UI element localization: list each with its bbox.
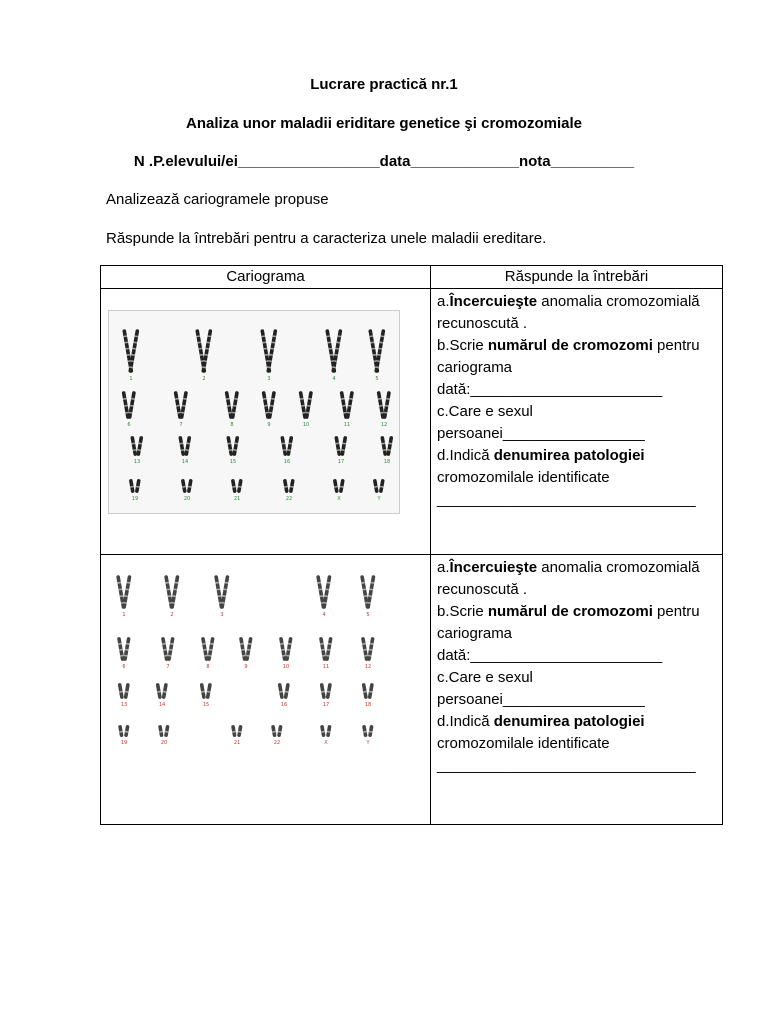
svg-text:10: 10 <box>302 422 310 428</box>
question-b-line2: cariograma <box>437 625 513 642</box>
svg-text:10: 10 <box>282 664 290 670</box>
svg-text:14: 14 <box>158 702 166 708</box>
page-title: Lucrare practică nr.1 <box>310 76 458 93</box>
column-header-karyogram: Cariograma <box>101 266 431 289</box>
svg-text:19: 19 <box>131 496 139 502</box>
svg-text:8: 8 <box>230 422 234 428</box>
svg-text:6: 6 <box>122 664 126 670</box>
question-d: d.Indică denumirea patologiei <box>437 447 645 464</box>
question-b: b.Scrie numărul de cromozomi pentru <box>437 337 700 354</box>
svg-text:4: 4 <box>332 376 336 382</box>
answer-blank-b[interactable]: dată:_______________________ <box>437 381 663 398</box>
question-b-line2: cariograma <box>437 359 513 376</box>
svg-text:2: 2 <box>202 376 206 382</box>
svg-text:11: 11 <box>322 664 330 670</box>
page-subtitle: Analiza unor maladii eriditare genetice şi cromozomiale <box>186 115 582 132</box>
svg-text:16: 16 <box>280 702 288 708</box>
svg-text:2: 2 <box>170 612 174 618</box>
svg-text:11: 11 <box>343 422 351 428</box>
question-b: b.Scrie numărul de cromozomi pentru <box>437 603 700 620</box>
svg-text:20: 20 <box>160 740 168 746</box>
svg-text:Y: Y <box>366 740 370 746</box>
question-c: c.Care e sexul <box>437 669 533 686</box>
column-header-answers: Răspunde la întrebări <box>431 266 723 289</box>
svg-text:1: 1 <box>129 376 133 382</box>
question-c: c.Care e sexul <box>437 403 533 420</box>
svg-text:9: 9 <box>244 664 248 670</box>
svg-text:17: 17 <box>337 459 345 465</box>
svg-text:5: 5 <box>366 612 370 618</box>
svg-text:17: 17 <box>322 702 330 708</box>
questions-cell-2 <box>431 555 723 825</box>
svg-text:13: 13 <box>120 702 128 708</box>
question-a-line2: recunoscută . <box>437 315 528 332</box>
answer-blank-b[interactable]: dată:_______________________ <box>437 647 663 664</box>
svg-text:16: 16 <box>283 459 291 465</box>
karyogram-image-2 <box>112 567 394 777</box>
karyogram-table <box>100 265 723 825</box>
question-a: a.Încercuieşte anomalia cromozomială <box>437 559 700 576</box>
answer-blank-c[interactable]: persoanei_________________ <box>437 691 645 708</box>
svg-text:3: 3 <box>267 376 271 382</box>
svg-text:20: 20 <box>183 496 191 502</box>
svg-text:18: 18 <box>383 459 391 465</box>
svg-text:4: 4 <box>322 612 326 618</box>
svg-text:X: X <box>337 496 341 502</box>
svg-text:9: 9 <box>267 422 271 428</box>
karyogram-image-1 <box>108 310 400 514</box>
svg-text:12: 12 <box>380 422 388 428</box>
answer-blank-d[interactable]: _______________________________ <box>437 757 696 774</box>
svg-text:8: 8 <box>206 664 210 670</box>
svg-text:22: 22 <box>273 740 281 746</box>
student-info-line: N .P.elevului/ei_________________data_____________nota__________ <box>133 153 635 170</box>
svg-text:12: 12 <box>364 664 372 670</box>
question-d-line2: cromozomilale identificate <box>437 735 610 752</box>
karyogram-cell-1 <box>101 289 431 555</box>
svg-text:13: 13 <box>133 459 141 465</box>
answer-blank-c[interactable]: persoanei_________________ <box>437 425 645 442</box>
svg-text:X: X <box>324 740 328 746</box>
question-d-line2: cromozomilale identificate <box>437 469 610 486</box>
svg-text:3: 3 <box>220 612 224 618</box>
svg-text:18: 18 <box>364 702 372 708</box>
instruction-answer: Răspunde la întrebări pentru a caracteriza unele maladii ereditare. <box>106 230 547 247</box>
question-a-line2: recunoscută . <box>437 581 528 598</box>
question-d: d.Indică denumirea patologiei <box>437 713 645 730</box>
svg-text:5: 5 <box>375 376 379 382</box>
instruction-analyze: Analizează cariogramele propuse <box>106 191 329 208</box>
svg-text:1: 1 <box>122 612 126 618</box>
questions-cell-1 <box>431 289 723 555</box>
svg-text:6: 6 <box>127 422 131 428</box>
svg-text:19: 19 <box>120 740 128 746</box>
question-a: a.Încercuieşte anomalia cromozomială <box>437 293 700 310</box>
svg-text:21: 21 <box>233 496 241 502</box>
svg-text:Y: Y <box>377 496 381 502</box>
answer-blank-d[interactable]: _______________________________ <box>437 491 696 508</box>
svg-text:22: 22 <box>285 496 293 502</box>
svg-text:7: 7 <box>166 664 170 670</box>
svg-text:15: 15 <box>229 459 237 465</box>
svg-text:7: 7 <box>179 422 183 428</box>
svg-text:21: 21 <box>233 740 241 746</box>
karyogram-cell-2 <box>101 555 431 825</box>
svg-text:15: 15 <box>202 702 210 708</box>
svg-text:14: 14 <box>181 459 189 465</box>
